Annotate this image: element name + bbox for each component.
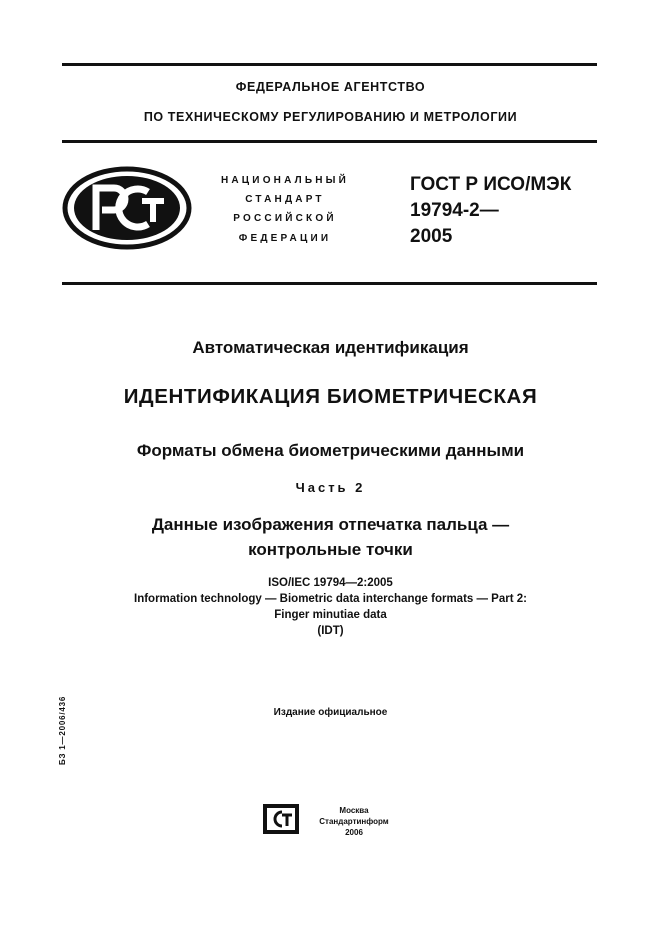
part-label: Часть 2	[295, 480, 366, 495]
gost-number-line-1: ГОСТ Р ИСО/МЭК	[410, 174, 572, 195]
publisher-year: 2006	[345, 828, 363, 837]
publisher-block	[304, 805, 404, 838]
side-code: БЗ 1—2006/436	[58, 695, 67, 765]
iso-number: ISO/IEC 19794—2:2005	[268, 577, 393, 589]
rst-logo-icon	[62, 166, 192, 250]
agency-line-1: ФЕДЕРАЛЬНОЕ АГЕНТСТВО	[235, 80, 426, 94]
gost-number-line-2: 19794-2—	[410, 200, 499, 221]
part-title-line-1: Данные изображения отпечатка пальца —	[151, 515, 510, 534]
header-divider	[62, 140, 597, 143]
part-title-line-2: контрольные точки	[248, 540, 413, 559]
top-rule	[62, 63, 597, 66]
national-line-2: СТАНДАРТ	[245, 194, 325, 205]
national-line-1: НАЦИОНАЛЬНЫЙ	[220, 175, 350, 186]
iso-english-line-2: Finger minutiae data	[274, 609, 387, 621]
sub-title: Форматы обмена биометрическими данными	[136, 441, 525, 460]
publisher-city: Москва	[339, 806, 369, 815]
iso-english-line-1: Information technology — Biometric data interchange formats — Part 2:	[134, 593, 527, 605]
iso-degree: (IDT)	[317, 625, 344, 637]
agency-line-2: ПО ТЕХНИЧЕСКОМУ РЕГУЛИРОВАНИЮ И МЕТРОЛОГИИ	[143, 110, 518, 124]
edition-label: Издание официальное	[273, 707, 388, 718]
gost-number-line-3: 2005	[410, 226, 453, 247]
general-title: Автоматическая идентификация	[192, 338, 469, 357]
standartinform-logo-icon	[262, 803, 300, 835]
main-title: ИДЕНТИФИКАЦИЯ БИОМЕТРИЧЕСКАЯ	[123, 385, 538, 408]
block-divider	[62, 282, 597, 285]
national-line-3: РОССИЙСКОЙ	[233, 213, 337, 224]
national-line-4: ФЕДЕРАЦИИ	[238, 233, 332, 244]
publisher-name: Стандартинформ	[319, 817, 389, 826]
